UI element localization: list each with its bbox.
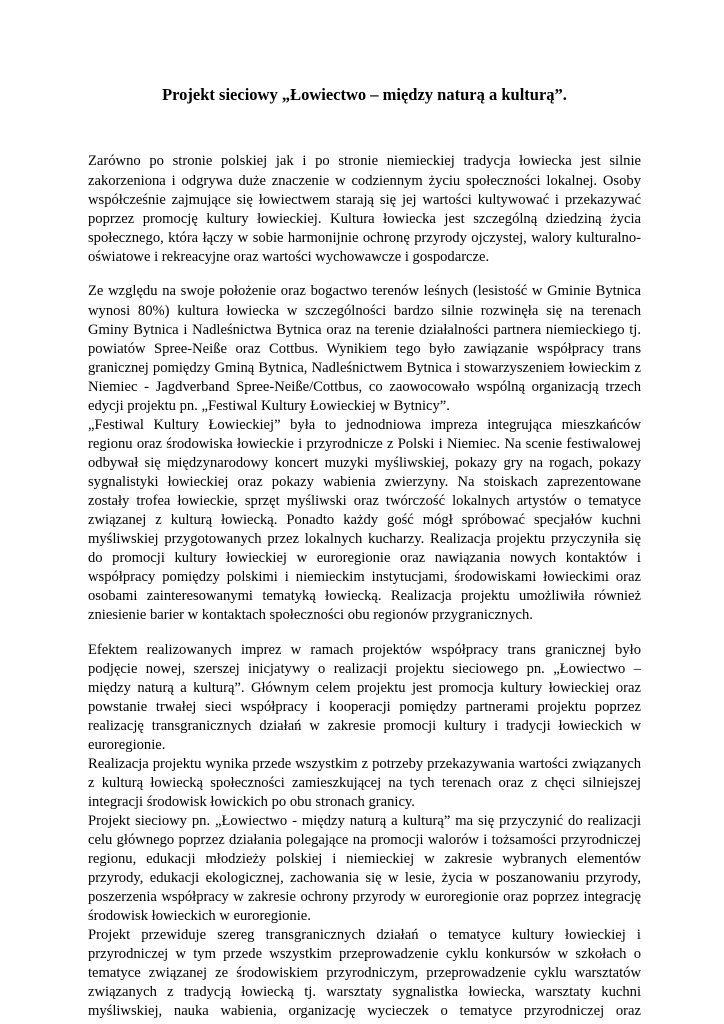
text-line: regionu oraz środowiska łowieckie i przyrodnicze z Polski i Niemiec. Na scenie festiwalowej [88,436,641,452]
text-line: społecznego, która łączy w sobie harmonijnie ochronę przyrody ojczystej, walory kulturalno- [88,230,641,246]
text-line: poprzez promocję kultury łowieckiej. Kultura łowiecka jest szczególną dziedziną życia [88,211,641,227]
text-line: między naturą a kulturą”. Głównym celem projektu jest promocja kultury łowieckiej oraz [88,680,641,696]
text-line: euroregionie. [88,737,166,753]
text-line: Niemiec - Jagdverband Spree-Neiße/Cottbus, co zaowocowało wspólną organizacją trzech [88,379,641,395]
text-line: Projekt sieciowy pn. „Łowiectwo - między naturą a kulturą” ma się przyczynić do realizacji [88,813,641,829]
text-line: „Festiwal Kultury Łowieckiej” była to jednodniowa impreza integrująca mieszkańców [88,417,641,433]
text-line: środowisk łowieckich w euroregionie. [88,908,311,924]
text-line: celu głównego poprzez działania polegające na promocji walorów i tożsamości przyrodniczej [88,832,641,848]
text-line: realizację transgranicznych działań w zakresie promocji kultury i tradycji łowieckich w [88,718,641,734]
text-line: współpracy pomiędzy polskimi i niemieckim instytucjami, środowiskami łowieckimi oraz [88,569,641,585]
text-line: oświatowe i rekreacyjne oraz wartości wychowawcze i gospodarcze. [88,249,490,265]
text-line: podjęcie nowej, szerszej inicjatywy o realizacji projektu sieciowego pn. „Łowiectwo – [88,661,641,677]
text-line: Ze względu na swoje położenie oraz bogactwo terenów leśnych (lesistość w Gminie Bytnica [88,283,641,299]
text-line: granicznej pomiędzy Gminą Bytnica, Nadleśnictwem Bytnica i stowarzyszeniem łowieckim z [88,360,641,376]
text-line: Efektem realizowanych imprez w ramach projektów współpracy trans granicznej było [88,642,641,658]
document-title: Projekt sieciowy „Łowiectwo – między naturą a kulturą”. [162,85,567,104]
text-line: zostały trofea łowieckie, sprzęt myśliwski oraz twórczość lokalnych artystów o tematyce [88,493,641,509]
text-line: powiatów Spree-Neiße oraz Cottbus. Wynikiem tego było zawiązanie współpracy trans [88,341,641,357]
text-line: z kulturą łowiecką społeczności zamieszkującej na tych terenach oraz z chęci silniejszej [88,775,641,791]
text-line: związanej z kulturą łowiecką. Ponadto każdy gość mógł spróbować specjałów kuchni [88,512,641,528]
text-line: integracji środowisk łowickich po obu stronach granicy. [88,794,415,810]
text-line: odbywał się międzynarodowy koncert muzyki myśliwskiej, pokazy gry na rogach, pokazy [88,455,641,471]
text-line: tematyce związanej ze środowiskiem przyrodniczym, przeprowadzenie cyklu warsztatów [88,965,641,981]
text-line: związanych z tradycją łowiecką tj. warsztaty sygnalistka łowiecka, warsztaty kuchni [88,984,641,1000]
text-line: osobami zainteresowanymi tematyką łowiecką. Realizacja projektu umożliwiła również [88,588,641,604]
text-line: przyrody, edukacji ekologicznej, zachowania się w lesie, życia w poszanowaniu przyrody, [88,870,641,886]
text-line: powstanie trwałej sieci współpracy i kooperacji pomiędzy partnerami projektu poprzez [88,699,641,715]
text-line: poszerzenia współpracy w zakresie ochrony przyrody w euroregionie oraz poprzez integrację [88,889,641,905]
text-line: regionu, edukacji młodzieży polskiej i niemieckiej w zakresie wybranych elementów [88,851,641,867]
text-line: Gminy Bytnica i Nadleśnictwa Bytnica oraz na terenie działalności partnera niemieckiego tj. [88,322,641,338]
text-line: sygnalistyki łowieckiej oraz pokazy wabienia zwierzyny. Na stoiskach zaprezentowane [88,474,641,490]
text-line: Zarówno po stronie polskiej jak i po stronie niemieckiej tradycja łowiecka jest silnie [88,153,641,169]
text-line: Realizacja projektu wynika przede wszystkim z potrzeby przekazywania wartości związanych [88,756,641,772]
text-line: myśliwskiej przygotowanych przez lokalnych kucharzy. Realizacja projektu przyczyniła się [88,531,641,547]
text-line: myśliwskiej, nauka wabienia, organizację wycieczek o tematyce przyrodniczej oraz [88,1003,641,1019]
text-line: zakorzeniona i odgrywa duże znaczenie w codziennym życiu społeczności lokalnej. Osoby [88,173,641,189]
text-line: zniesienie barier w kontaktach społeczności obu regionów przygranicznych. [88,607,533,623]
text-line: edycji projektu pn. „Festiwal Kultury Łowieckiej w Bytnicy”. [88,398,450,414]
text-line: przyrodniczej w tym przede wszystkim przeprowadzenie cyklu konkursów w szkołach o [88,946,641,962]
text-line: wynosi 80%) kultura łowiecka w szczególności bardzo silnie rozwinęła się na terenach [88,303,641,319]
text-line: współcześnie zajmujące się łowiectwem starają się jej wartości kultywować i przekazywać [88,192,641,208]
text-line: do promocji kultury łowieckiej w euroregionie oraz nawiązania nowych kontaktów i [88,550,641,566]
text-line: Projekt przewiduje szereg transgranicznych działań o tematyce kultury łowieckiej i [88,927,641,943]
